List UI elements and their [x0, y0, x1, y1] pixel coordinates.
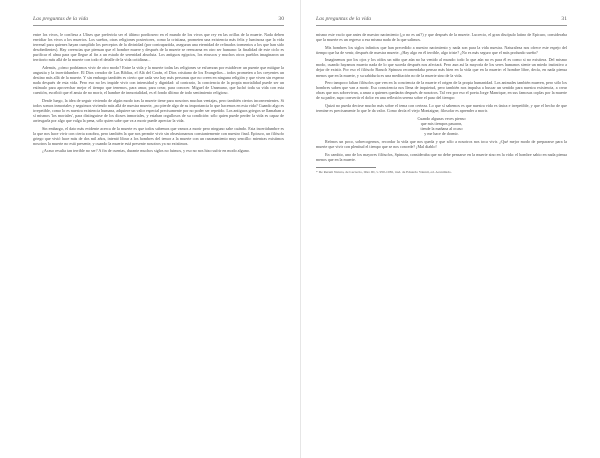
running-head-title: Las preguntas de la vida [316, 16, 372, 22]
right-page [300, 0, 600, 458]
paragraph: Reírnos un poco, sobrecogernos, recordar la vida que nos queda y que sólo a nosotros nos toca vivir. ¿Qué mejor modo de prepararse para la muerte que vivir con plenitud el tiempo que se nos concede? ¡Mal diablo! [316, 138, 567, 149]
paragraph: Pero tampoco faltan filósofos que ven en la conciencia de la muerte el origen de la propia humanidad. Los animales también mueren, pero sólo los hombres saben que van a morir. Esa consciencia nos llena de inquietud, pero también nos impulsa a buscar un sentido para nuestra existencia, a crear obras que nos sobrevivan, a amar a quienes quedarán después de nosotros. Tal vez por eso el poeta Jorge Manrique, en sus famosas coplas por la muerte de su padre, supo convertir el dolor en una reflexión serena sobre el paso del tiempo: [316, 80, 567, 101]
footnote: * De Rerum Natura, de Lucrecio, libro III, v. 950-1036, trad. de Eduardo Valentí, ed. Acantilado. [316, 169, 452, 174]
paragraph: Imaginemos por los ojos y los oídos un niño que aún no ha venido al mundo: todo lo que aún no es para él es como si no existiera. Del mismo modo, cuando hayamos muerto nada de lo que suceda después nos afectará. Pero aun así la mayoría de los seres humanos siente un miedo instintivo a dejar de existir. Por eso el filósofo Baruch Spinoza recomendaba pensar más bien en la vida que en la muerte: el hombre libre, decía, en nada piensa menos que en la muerte, y su sabiduría es una meditación no de la muerte sino de la vida. [316, 57, 567, 78]
page-number: 30 [278, 16, 284, 22]
page-body [316, 32, 567, 174]
page-number: 31 [561, 16, 567, 22]
paragraph: entre los vivos, le confiesa a Ulises que preferiría ser el último pordiosero en el mundo de los vivos que rey en las orillas de la muerte. Nada deben envidiar los vivos a los muertos. Los sueños, otras religiones posteriores, como la cristiana, prometen una existencia más feliz y luminosa que la vida terrenal para quienes hayan cumplido los preceptos de la divinidad (por contrapartida, aseguran una eternidad de refinados tormentos a los que han sido desobedientes). Hay creencias que piensan que el hombre muere y después de la muerte se reencarna en otro ser humano: la finalidad de este ciclo es purificar el alma para que llegue al fin a un estado de serenidad absoluta. Los antiguos egipcios, los etruscos y muchos otros pueblos imaginaron un territorio más allá de la muerte con todo el detalle de la vida cotidiana... [33, 32, 284, 63]
poem-line: tiende la mañana al ocaso [420, 125, 463, 131]
poem-line: y me hace de dormir. [424, 130, 459, 136]
paragraph: mismo este vacío que antes de nuestro nacimiento (¿o no es así?) y que después de la muerte. Lucrecio, el gran discípulo latino de Epicuro, consideraba que la muerte es un regreso a esa misma nada de la que salimos. [316, 32, 567, 43]
running-head-title: Las preguntas de la vida [33, 16, 89, 22]
paragraph: Desde luego, la idea de seguir viviendo de algún modo tras la muerte tiene para nosotros muchas ventajas, pero también ciertos inconvenientes. Si todos somos inmortales y seguimos viviendo más allá de nuestra muerte, ¿no pierde algo de su importancia lo que hacemos en esta vida? Cuando algo es irrepetible, como lo es nuestra existencia humana, adquiere un valor especial precisamente por no poder ser repetido. Los antiguos griegos se llamaban a sí mismos 'los mortales', para distinguirse de los dioses inmortales, y estaban orgullosos de su condición: sólo quien puede perder la vida es capaz de arriesgarla por algo que valga la pena, sólo quien sabe que va a morir puede apreciar la vida. [33, 97, 284, 123]
poem-quote [316, 116, 567, 136]
paragraph: Sin embargo, el dato más evidente acerca de la muerte es que todos sabemos que vamos a morir pero ninguno sabe cuándo. Esta incertidumbre es la que nos hace vivir con cierta zozobra, pero también la que nos permite vivir sin obsesionarnos constantemente con nuestro final. Epicuro, un filósofo griego que vivió hace más de dos mil años, intentó librar a los hombres del temor a la muerte con un razonamiento muy sencillo: mientras existimos nosotros la muerte no está presente, y cuando la muerte está presente nosotros ya no existimos. [33, 125, 284, 146]
paragraph: Mis hombres los siglos infinitos que han precedido a nuestro nacimiento y nada son para la vida nuestra. Naturaleza nos ofrece este espejo del tiempo que ha de venir, después de nuestra muerte. ¿Hay algo en él terrible, algo triste? ¿No es más seguro que el más profundo sueño? [316, 44, 567, 55]
paragraph: En cambio, uno de los mayores filósofos, Spinoza, consideraba que no debe pensarse en la muerte sino en la vida: el hombre sabio en nada piensa menos que en la muerte. [316, 151, 567, 162]
page-body [33, 32, 284, 153]
running-header [316, 16, 567, 26]
footnote-rule [316, 167, 376, 168]
poem-line: que mis tiempos pasaron, [420, 120, 463, 126]
paragraph: Además, ¿cómo podríamos vivir de otro modo? Entre la vida y la muerte todas las religiones se esfuerzan por establecer un puente que mitigue la angustia y la incertidumbre. El Dios creador de Las Biblias, el Alá del Corán, el Dios cristiano de los Evangelios... todos prometen a los creyentes un destino más allá de la muerte. Y sin embargo también es cierto que cada vez hay más personas que no creen en ninguna religión y que viven sin esperar nada después de esta vida. Pero eso no les impide vivir con intensidad y dignidad: al contrario, la conciencia de la propia mortalidad puede ser un estímulo para aprovechar mejor el tiempo que tenemos, para amar, para crear, para conocer. Miguel de Unamuno, que luchó toda su vida con esta cuestión, escribió que el ansia de no morir, el hambre de inmortalidad, es el fondo último de todo sentimiento religioso. [33, 64, 284, 96]
running-header [33, 16, 284, 26]
poem-line: Cuando algunas veces pienso [417, 115, 466, 121]
paragraph: Quizá no pueda decirse mucho más sobre el tema con certeza. Lo que sí sabemos es que nuestra vida es única e irrepetible, y que el hecho de que termine es precisamente lo que le da valor. Como decía el viejo Montaigne, filosofar es aprender a morir. [316, 102, 567, 113]
paragraph: ¿Acaso resulta tan terrible no ser? A fin de cuentas, durante muchos siglos no fuimos, y eso no nos hizo sufrir en modo alguno. [42, 148, 250, 154]
